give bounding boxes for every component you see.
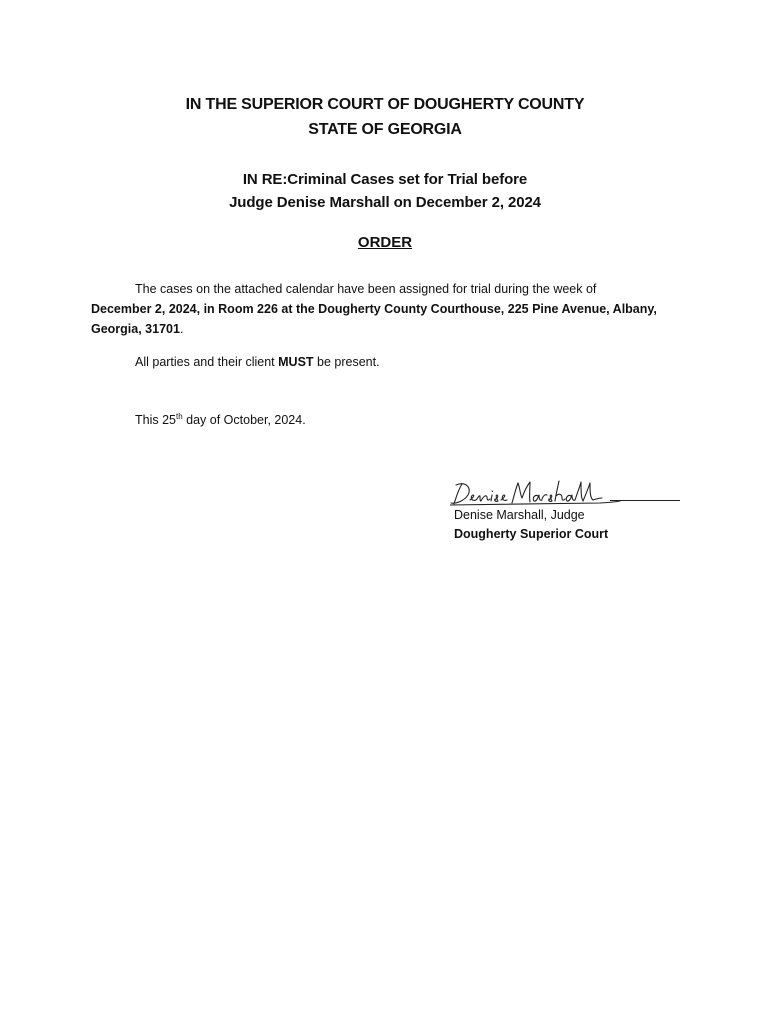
court-heading-line1: IN THE SUPERIOR COURT OF DOUGHERTY COUNTY <box>185 96 585 113</box>
date-line <box>135 413 306 427</box>
order-title: ORDER <box>357 234 413 251</box>
order-paragraph-2 <box>135 355 380 369</box>
date-post: day of October, 2024. <box>182 413 306 427</box>
date-pre: This 25 <box>135 413 176 427</box>
handwritten-signature <box>450 478 630 508</box>
paragraph-1-end: . <box>179 322 184 336</box>
court-heading-line2: STATE OF GEORGIA <box>308 121 462 138</box>
date-ordinal: th <box>176 411 183 421</box>
case-caption-line1: IN RE:Criminal Cases set for Trial before <box>242 171 528 188</box>
paragraph-1-details <box>91 299 661 339</box>
case-caption-line2: Judge Denise Marshall on December 2, 2024 <box>229 194 541 211</box>
signature-line <box>610 500 680 501</box>
paragraph-2-pre: All parties and their client <box>135 355 279 369</box>
paragraph-2-post: be present. <box>313 355 380 369</box>
judge-name-title: Denise Marshall, Judge <box>454 508 585 522</box>
court-name: Dougherty Superior Court <box>454 527 609 541</box>
paragraph-1-intro: The cases on the attached calendar have been assigned for trial during the week of <box>135 282 597 296</box>
order-paragraph-1 <box>91 279 661 339</box>
must-emphasis: MUST <box>278 355 314 369</box>
trial-location-text: December 2, 2024, in Room 226 at the Dougherty County Courthouse, 225 Pine Avenue, Albany, Georgia, 31701 <box>91 302 657 336</box>
